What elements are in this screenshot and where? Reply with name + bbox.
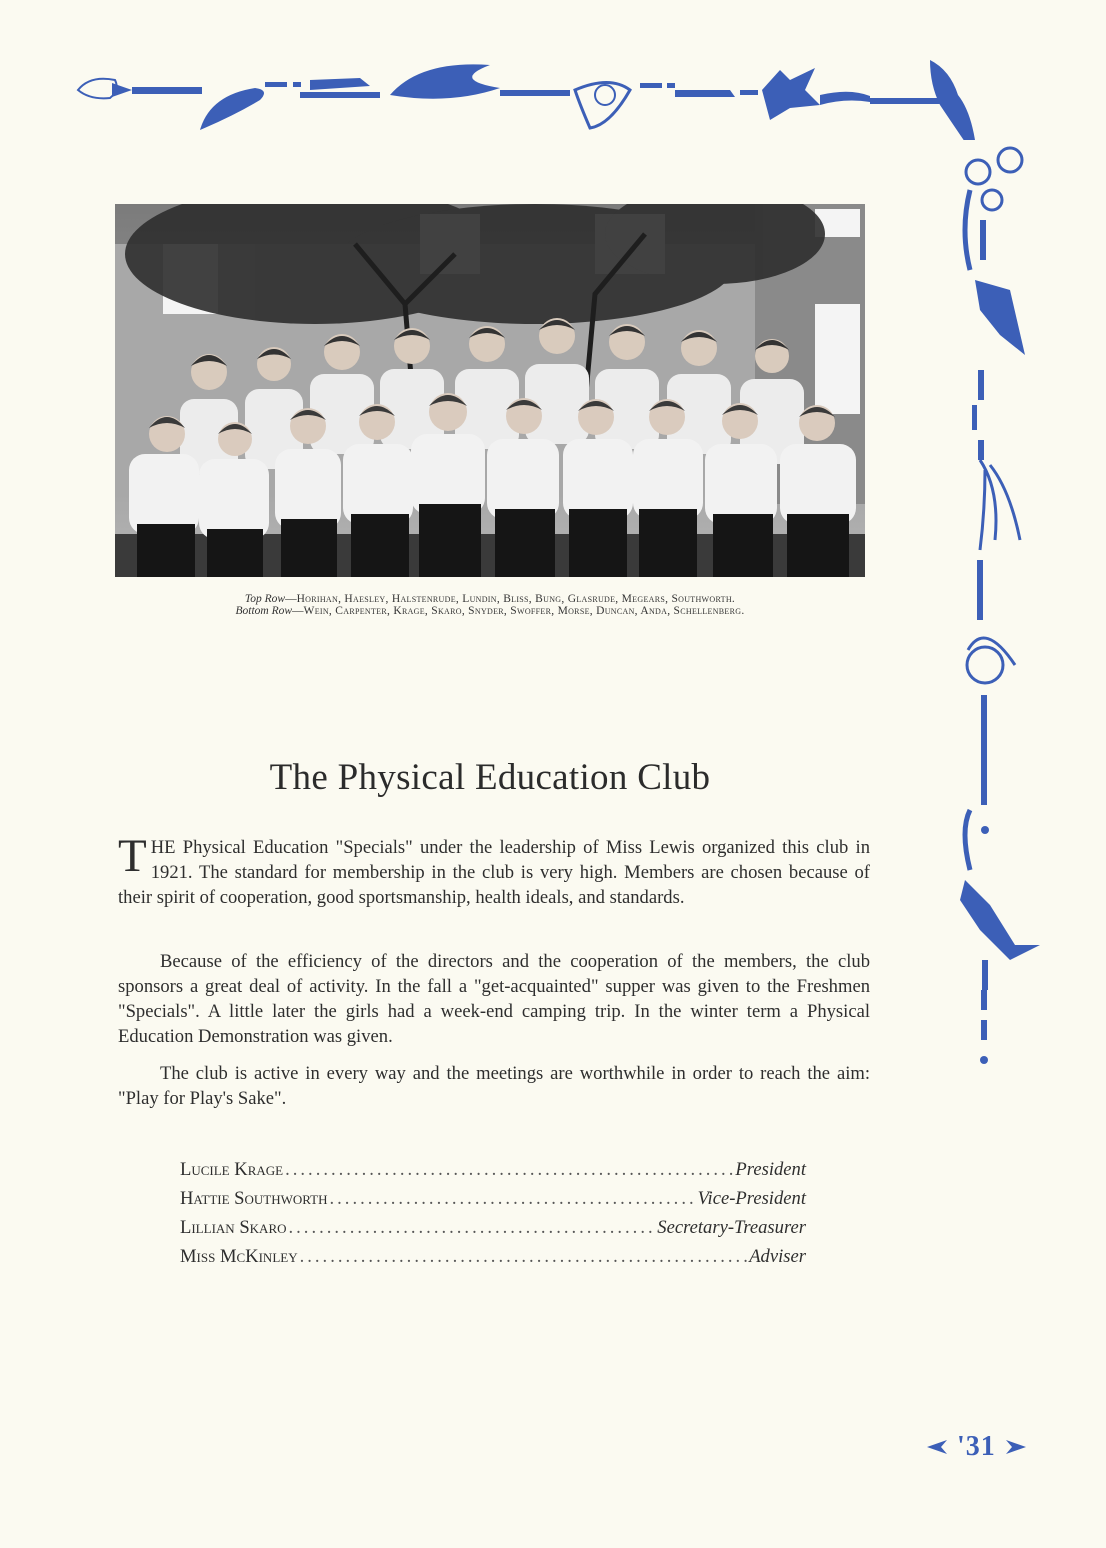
caption-bottom-row: Bottom Row—Wein, Carpenter, Krage, Skaro, Snyder, Swoffer, Morse, Duncan, Anda, Schellenberg. (235, 605, 745, 617)
leader-dots (300, 1246, 748, 1268)
page-folio (925, 1432, 1045, 1462)
officer-title: President (735, 1159, 806, 1180)
officer-row (180, 1217, 806, 1246)
officer-name: Miss McKinley (180, 1246, 298, 1267)
right-arrow-ornament-icon (1004, 1438, 1028, 1456)
paragraph-1-text: HE Physical Education "Specials" under the leadership of Miss Lewis organized this club in 1921. The standard for membership in the club is very high. Members are chosen because of their spirit of cooperation, good sportsmanship, health ideals, and standards. (118, 837, 870, 908)
page-title: The Physical Education Club (269, 757, 711, 798)
paragraph-1 (118, 830, 870, 910)
caption-top-label: Top Row (244, 593, 286, 605)
leader-dots (330, 1188, 696, 1210)
officer-title: Secretary-Treasurer (657, 1217, 806, 1238)
right-border-tail (980, 990, 1000, 1080)
officer-row (180, 1159, 806, 1188)
left-arrow-ornament-icon (925, 1438, 949, 1456)
officers-list (180, 1159, 806, 1275)
paragraph-3: The club is active in every way and the meetings are worthwhile in order to reach the aim: "Play for Play's Sake". (118, 1063, 870, 1109)
officer-name: Lillian Skaro (180, 1217, 287, 1238)
caption-top-names: Horihan, Haesley, Halstenrude, Lundin, Bliss, Bung, Glasrude, Megears, Southworth. (296, 593, 736, 605)
officer-name: Lucile Krage (180, 1159, 284, 1180)
right-floral-border (930, 90, 1050, 990)
officer-row (180, 1246, 806, 1275)
drop-cap: T (118, 830, 147, 882)
caption-top-row: Top Row—Horihan, Haesley, Halstenrude, Lundin, Bliss, Bung, Glasrude, Megears, Southworth. (244, 593, 736, 605)
officer-title: Vice-President (697, 1188, 806, 1209)
paragraph-2: Because of the efficiency of the directors and the cooperation of the members, the club sponsors a great deal of activity. In the fall a "get-acquainted" supper was given to the Freshmen "Specials". A little later the girls had a week-end camping trip. In the winter term a Physical Education Demonstration was given. (118, 951, 870, 1047)
officer-name: Hattie Southworth (180, 1188, 328, 1209)
caption-bottom-names: Wein, Carpenter, Krage, Skaro, Snyder, Swoffer, Morse, Duncan, Anda, Schellenberg. (303, 605, 745, 617)
officer-title: Adviser (749, 1246, 806, 1267)
caption-bottom-label: Bottom Row (235, 605, 293, 617)
photo-caption (115, 593, 865, 617)
leader-dots (285, 1159, 733, 1181)
top-floral-border (70, 50, 1070, 140)
officer-row (180, 1188, 806, 1217)
leader-dots (289, 1217, 656, 1239)
folio-number: '31 (957, 1431, 996, 1462)
group-photo (115, 204, 865, 577)
